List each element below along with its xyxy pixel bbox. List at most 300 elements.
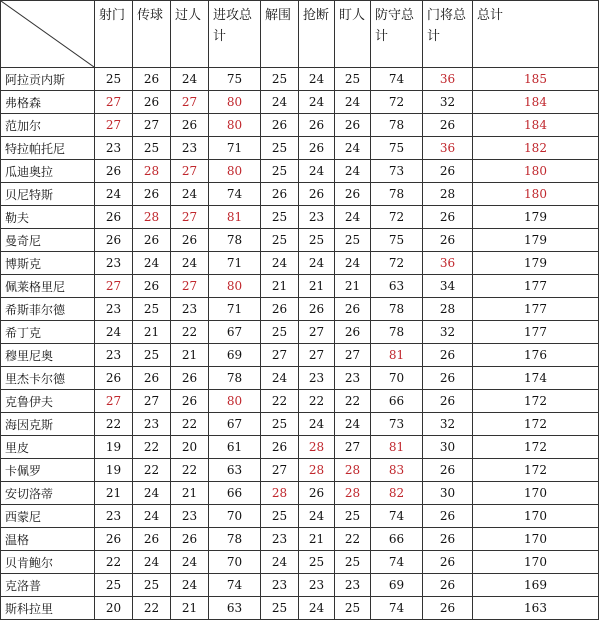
score-cell-mark: 25 [335, 597, 371, 620]
coach-name-cell: 希丁克 [1, 321, 95, 344]
coach-name-cell: 斯科拉里 [1, 597, 95, 620]
score-cell-clear: 25 [261, 160, 299, 183]
score-cell-pass: 22 [133, 459, 171, 482]
score-cell-shot: 26 [95, 160, 133, 183]
header-row [1, 1, 599, 68]
score-cell-goalkeeper-total: 32 [423, 413, 473, 436]
score-cell-dribble: 26 [171, 528, 209, 551]
table-row [1, 367, 599, 390]
score-cell-shot: 24 [95, 321, 133, 344]
score-cell-tackle: 28 [299, 436, 335, 459]
score-cell-pass: 22 [133, 597, 171, 620]
score-cell-mark: 22 [335, 390, 371, 413]
coach-name-cell: 阿拉贡内斯 [1, 68, 95, 91]
score-cell-pass: 25 [133, 574, 171, 597]
score-cell-dribble: 26 [171, 229, 209, 252]
score-cell-clear: 24 [261, 551, 299, 574]
score-cell-tackle: 24 [299, 413, 335, 436]
header-grand-total [473, 1, 599, 68]
score-cell-defense-total: 66 [371, 390, 423, 413]
score-cell-mark: 28 [335, 482, 371, 505]
score-cell-tackle: 24 [299, 68, 335, 91]
score-cell-clear: 26 [261, 436, 299, 459]
score-cell-dribble: 27 [171, 275, 209, 298]
score-cell-goalkeeper-total: 32 [423, 321, 473, 344]
score-cell-mark: 25 [335, 229, 371, 252]
score-cell-shot: 25 [95, 68, 133, 91]
score-cell-grand-total: 172 [473, 459, 599, 482]
score-cell-grand-total: 179 [473, 229, 599, 252]
score-cell-clear: 25 [261, 137, 299, 160]
score-cell-clear: 25 [261, 229, 299, 252]
header-pass [133, 1, 171, 68]
coach-name-cell: 特拉帕托尼 [1, 137, 95, 160]
score-cell-defense-total: 73 [371, 160, 423, 183]
score-cell-grand-total: 169 [473, 574, 599, 597]
score-cell-goalkeeper-total: 26 [423, 114, 473, 137]
score-cell-clear: 23 [261, 528, 299, 551]
score-cell-grand-total: 180 [473, 160, 599, 183]
score-cell-dribble: 21 [171, 482, 209, 505]
score-cell-goalkeeper-total: 26 [423, 229, 473, 252]
score-cell-pass: 25 [133, 298, 171, 321]
score-cell-mark: 25 [335, 68, 371, 91]
coach-name-cell: 西蒙尼 [1, 505, 95, 528]
score-cell-grand-total: 184 [473, 114, 599, 137]
score-cell-pass: 24 [133, 505, 171, 528]
table-row [1, 206, 599, 229]
score-cell-mark: 24 [335, 137, 371, 160]
score-cell-mark: 21 [335, 275, 371, 298]
table-row [1, 482, 599, 505]
score-cell-defense-total: 81 [371, 344, 423, 367]
score-cell-pass: 28 [133, 206, 171, 229]
score-cell-shot: 26 [95, 367, 133, 390]
score-cell-clear: 25 [261, 321, 299, 344]
score-cell-dribble: 24 [171, 68, 209, 91]
score-cell-dribble: 23 [171, 505, 209, 528]
score-cell-attack-total: 80 [209, 91, 261, 114]
score-cell-mark: 28 [335, 459, 371, 482]
score-cell-grand-total: 182 [473, 137, 599, 160]
score-cell-clear: 23 [261, 574, 299, 597]
table-row [1, 114, 599, 137]
score-cell-defense-total: 82 [371, 482, 423, 505]
score-cell-grand-total: 179 [473, 252, 599, 275]
score-cell-mark: 27 [335, 436, 371, 459]
score-cell-goalkeeper-total: 26 [423, 597, 473, 620]
score-cell-shot: 25 [95, 574, 133, 597]
score-cell-clear: 25 [261, 597, 299, 620]
coach-name-cell: 穆里尼奥 [1, 344, 95, 367]
score-cell-tackle: 26 [299, 183, 335, 206]
score-cell-goalkeeper-total: 26 [423, 574, 473, 597]
score-cell-attack-total: 78 [209, 528, 261, 551]
table-row [1, 298, 599, 321]
coach-name-cell: 曼奇尼 [1, 229, 95, 252]
score-cell-grand-total: 170 [473, 505, 599, 528]
header-attack-total [209, 1, 261, 68]
header-label: 过人 [175, 8, 202, 23]
score-cell-tackle: 23 [299, 367, 335, 390]
score-cell-tackle: 23 [299, 206, 335, 229]
header-label: 进攻总计 [213, 8, 253, 44]
score-cell-pass: 27 [133, 390, 171, 413]
score-cell-clear: 25 [261, 68, 299, 91]
score-cell-goalkeeper-total: 26 [423, 344, 473, 367]
score-cell-attack-total: 80 [209, 160, 261, 183]
score-cell-mark: 24 [335, 160, 371, 183]
table-row [1, 137, 599, 160]
score-cell-goalkeeper-total: 26 [423, 551, 473, 574]
table-row [1, 252, 599, 275]
header-dribble [171, 1, 209, 68]
score-cell-goalkeeper-total: 36 [423, 137, 473, 160]
score-cell-attack-total: 80 [209, 390, 261, 413]
score-cell-grand-total: 170 [473, 482, 599, 505]
score-cell-goalkeeper-total: 26 [423, 505, 473, 528]
score-cell-attack-total: 61 [209, 436, 261, 459]
score-cell-attack-total: 71 [209, 298, 261, 321]
score-cell-mark: 25 [335, 505, 371, 528]
score-cell-dribble: 27 [171, 91, 209, 114]
score-cell-attack-total: 74 [209, 574, 261, 597]
score-cell-tackle: 26 [299, 114, 335, 137]
score-cell-attack-total: 78 [209, 229, 261, 252]
score-cell-pass: 24 [133, 482, 171, 505]
score-cell-defense-total: 83 [371, 459, 423, 482]
header-label: 盯人 [339, 8, 366, 23]
score-cell-defense-total: 78 [371, 298, 423, 321]
score-cell-goalkeeper-total: 30 [423, 436, 473, 459]
score-cell-clear: 27 [261, 459, 299, 482]
table-row [1, 91, 599, 114]
score-cell-pass: 26 [133, 528, 171, 551]
score-cell-shot: 27 [95, 114, 133, 137]
score-cell-shot: 22 [95, 413, 133, 436]
score-cell-defense-total: 74 [371, 597, 423, 620]
score-cell-tackle: 28 [299, 459, 335, 482]
score-cell-tackle: 25 [299, 229, 335, 252]
score-cell-attack-total: 74 [209, 183, 261, 206]
coach-name-cell: 克鲁伊夫 [1, 390, 95, 413]
coach-name-cell: 海因克斯 [1, 413, 95, 436]
score-cell-tackle: 26 [299, 137, 335, 160]
score-cell-tackle: 26 [299, 482, 335, 505]
score-cell-mark: 24 [335, 252, 371, 275]
score-cell-defense-total: 75 [371, 137, 423, 160]
score-cell-grand-total: 177 [473, 298, 599, 321]
score-cell-shot: 26 [95, 528, 133, 551]
score-cell-clear: 21 [261, 275, 299, 298]
score-cell-mark: 22 [335, 528, 371, 551]
score-cell-mark: 26 [335, 298, 371, 321]
score-cell-grand-total: 185 [473, 68, 599, 91]
score-cell-grand-total: 176 [473, 344, 599, 367]
score-cell-shot: 26 [95, 206, 133, 229]
score-cell-defense-total: 81 [371, 436, 423, 459]
score-cell-goalkeeper-total: 36 [423, 252, 473, 275]
coach-name-cell: 博斯克 [1, 252, 95, 275]
header-label: 防守总计 [375, 8, 415, 44]
score-cell-defense-total: 66 [371, 528, 423, 551]
score-cell-defense-total: 74 [371, 68, 423, 91]
score-cell-attack-total: 63 [209, 459, 261, 482]
header-label: 抢断 [303, 8, 330, 23]
score-cell-clear: 26 [261, 298, 299, 321]
header-label: 传球 [137, 8, 164, 23]
table-row [1, 160, 599, 183]
score-cell-shot: 23 [95, 298, 133, 321]
score-cell-attack-total: 70 [209, 551, 261, 574]
score-cell-goalkeeper-total: 26 [423, 160, 473, 183]
score-cell-defense-total: 74 [371, 505, 423, 528]
score-cell-pass: 24 [133, 551, 171, 574]
score-cell-attack-total: 69 [209, 344, 261, 367]
header-label: 射门 [99, 8, 126, 23]
score-cell-tackle: 21 [299, 528, 335, 551]
table-row [1, 505, 599, 528]
coach-name-cell: 瓜迪奥拉 [1, 160, 95, 183]
score-cell-goalkeeper-total: 26 [423, 367, 473, 390]
score-cell-pass: 26 [133, 275, 171, 298]
score-cell-grand-total: 179 [473, 206, 599, 229]
score-cell-pass: 21 [133, 321, 171, 344]
score-cell-grand-total: 172 [473, 413, 599, 436]
coach-name-cell: 温格 [1, 528, 95, 551]
score-cell-mark: 24 [335, 206, 371, 229]
score-cell-pass: 26 [133, 183, 171, 206]
score-cell-tackle: 24 [299, 597, 335, 620]
corner-cell [1, 1, 95, 68]
score-cell-dribble: 23 [171, 137, 209, 160]
score-cell-goalkeeper-total: 34 [423, 275, 473, 298]
table-row [1, 551, 599, 574]
score-cell-attack-total: 71 [209, 137, 261, 160]
score-cell-goalkeeper-total: 26 [423, 528, 473, 551]
score-cell-goalkeeper-total: 28 [423, 183, 473, 206]
score-cell-mark: 23 [335, 574, 371, 597]
header-label: 门将总计 [427, 8, 467, 44]
score-cell-pass: 25 [133, 344, 171, 367]
table-row [1, 528, 599, 551]
table-row [1, 344, 599, 367]
header-clear [261, 1, 299, 68]
score-cell-goalkeeper-total: 30 [423, 482, 473, 505]
score-cell-clear: 22 [261, 390, 299, 413]
score-cell-clear: 24 [261, 252, 299, 275]
score-cell-pass: 24 [133, 252, 171, 275]
score-cell-dribble: 27 [171, 160, 209, 183]
score-cell-mark: 23 [335, 367, 371, 390]
coach-name-cell: 里杰卡尔德 [1, 367, 95, 390]
score-cell-grand-total: 184 [473, 91, 599, 114]
score-cell-dribble: 26 [171, 367, 209, 390]
score-cell-mark: 27 [335, 344, 371, 367]
score-cell-tackle: 21 [299, 275, 335, 298]
coach-name-cell: 安切洛蒂 [1, 482, 95, 505]
score-cell-defense-total: 78 [371, 321, 423, 344]
score-cell-tackle: 25 [299, 551, 335, 574]
table-row [1, 229, 599, 252]
score-cell-attack-total: 75 [209, 68, 261, 91]
score-cell-shot: 27 [95, 275, 133, 298]
coach-name-cell: 里皮 [1, 436, 95, 459]
header-label: 总计 [477, 8, 504, 23]
score-cell-shot: 20 [95, 597, 133, 620]
score-cell-defense-total: 63 [371, 275, 423, 298]
score-cell-clear: 28 [261, 482, 299, 505]
score-cell-grand-total: 170 [473, 551, 599, 574]
score-cell-mark: 26 [335, 321, 371, 344]
table-row [1, 459, 599, 482]
diagonal-line [1, 1, 94, 67]
score-cell-pass: 28 [133, 160, 171, 183]
table-row [1, 321, 599, 344]
score-cell-pass: 22 [133, 436, 171, 459]
score-cell-dribble: 23 [171, 298, 209, 321]
coach-name-cell: 希斯菲尔德 [1, 298, 95, 321]
score-cell-attack-total: 67 [209, 413, 261, 436]
score-cell-goalkeeper-total: 28 [423, 298, 473, 321]
score-cell-dribble: 24 [171, 252, 209, 275]
score-cell-tackle: 27 [299, 344, 335, 367]
score-cell-grand-total: 174 [473, 367, 599, 390]
score-cell-grand-total: 170 [473, 528, 599, 551]
coach-name-cell: 克洛普 [1, 574, 95, 597]
score-cell-dribble: 26 [171, 390, 209, 413]
score-cell-pass: 26 [133, 367, 171, 390]
score-cell-shot: 26 [95, 229, 133, 252]
score-cell-defense-total: 78 [371, 183, 423, 206]
score-cell-defense-total: 70 [371, 367, 423, 390]
header-defense-total [371, 1, 423, 68]
score-cell-defense-total: 72 [371, 252, 423, 275]
score-cell-shot: 22 [95, 551, 133, 574]
score-cell-dribble: 26 [171, 114, 209, 137]
header-goalkeeper-total [423, 1, 473, 68]
score-cell-pass: 23 [133, 413, 171, 436]
score-cell-goalkeeper-total: 32 [423, 91, 473, 114]
table-row [1, 390, 599, 413]
score-cell-mark: 24 [335, 413, 371, 436]
score-cell-goalkeeper-total: 26 [423, 390, 473, 413]
coach-name-cell: 贝尼特斯 [1, 183, 95, 206]
header-shot [95, 1, 133, 68]
score-cell-shot: 23 [95, 505, 133, 528]
score-cell-tackle: 27 [299, 321, 335, 344]
table-body [1, 68, 599, 620]
score-cell-pass: 27 [133, 114, 171, 137]
table-row [1, 574, 599, 597]
score-cell-dribble: 22 [171, 413, 209, 436]
score-cell-goalkeeper-total: 26 [423, 459, 473, 482]
score-cell-tackle: 23 [299, 574, 335, 597]
score-cell-shot: 19 [95, 459, 133, 482]
score-cell-attack-total: 80 [209, 114, 261, 137]
table-row [1, 436, 599, 459]
score-cell-clear: 24 [261, 91, 299, 114]
score-cell-shot: 23 [95, 344, 133, 367]
coach-name-cell: 范加尔 [1, 114, 95, 137]
score-cell-shot: 27 [95, 390, 133, 413]
header-label: 解围 [265, 8, 292, 23]
score-cell-grand-total: 163 [473, 597, 599, 620]
score-cell-defense-total: 73 [371, 413, 423, 436]
score-cell-dribble: 21 [171, 344, 209, 367]
score-cell-pass: 25 [133, 137, 171, 160]
table-row [1, 183, 599, 206]
score-cell-attack-total: 66 [209, 482, 261, 505]
score-cell-clear: 26 [261, 114, 299, 137]
table-row [1, 413, 599, 436]
score-cell-dribble: 24 [171, 551, 209, 574]
score-cell-shot: 23 [95, 252, 133, 275]
coach-name-cell: 卡佩罗 [1, 459, 95, 482]
score-cell-defense-total: 72 [371, 91, 423, 114]
score-cell-dribble: 24 [171, 183, 209, 206]
score-cell-clear: 27 [261, 344, 299, 367]
score-cell-pass: 26 [133, 91, 171, 114]
coach-name-cell: 勒夫 [1, 206, 95, 229]
table-row [1, 275, 599, 298]
score-cell-dribble: 27 [171, 206, 209, 229]
score-cell-shot: 23 [95, 137, 133, 160]
score-cell-clear: 25 [261, 505, 299, 528]
score-cell-tackle: 24 [299, 91, 335, 114]
score-cell-dribble: 24 [171, 574, 209, 597]
score-cell-grand-total: 177 [473, 321, 599, 344]
score-cell-attack-total: 78 [209, 367, 261, 390]
score-cell-defense-total: 75 [371, 229, 423, 252]
score-cell-clear: 25 [261, 413, 299, 436]
score-cell-defense-total: 69 [371, 574, 423, 597]
coach-name-cell: 佩莱格里尼 [1, 275, 95, 298]
score-cell-defense-total: 74 [371, 551, 423, 574]
score-cell-dribble: 21 [171, 597, 209, 620]
coach-name-cell: 弗格森 [1, 91, 95, 114]
score-cell-clear: 25 [261, 206, 299, 229]
score-cell-mark: 26 [335, 183, 371, 206]
score-cell-goalkeeper-total: 26 [423, 206, 473, 229]
score-cell-tackle: 26 [299, 298, 335, 321]
score-cell-dribble: 20 [171, 436, 209, 459]
score-cell-mark: 24 [335, 91, 371, 114]
score-cell-grand-total: 177 [473, 275, 599, 298]
score-cell-attack-total: 80 [209, 275, 261, 298]
score-cell-attack-total: 67 [209, 321, 261, 344]
header-tackle [299, 1, 335, 68]
score-cell-pass: 26 [133, 229, 171, 252]
score-cell-dribble: 22 [171, 459, 209, 482]
score-cell-defense-total: 72 [371, 206, 423, 229]
score-cell-clear: 24 [261, 367, 299, 390]
header-mark [335, 1, 371, 68]
score-cell-grand-total: 172 [473, 436, 599, 459]
score-cell-tackle: 24 [299, 160, 335, 183]
score-cell-shot: 24 [95, 183, 133, 206]
score-cell-attack-total: 81 [209, 206, 261, 229]
score-cell-shot: 19 [95, 436, 133, 459]
score-cell-attack-total: 70 [209, 505, 261, 528]
score-cell-attack-total: 71 [209, 252, 261, 275]
coach-name-cell: 贝肯鲍尔 [1, 551, 95, 574]
score-cell-goalkeeper-total: 36 [423, 68, 473, 91]
score-cell-tackle: 22 [299, 390, 335, 413]
score-cell-tackle: 24 [299, 505, 335, 528]
score-cell-attack-total: 63 [209, 597, 261, 620]
table-row [1, 597, 599, 620]
